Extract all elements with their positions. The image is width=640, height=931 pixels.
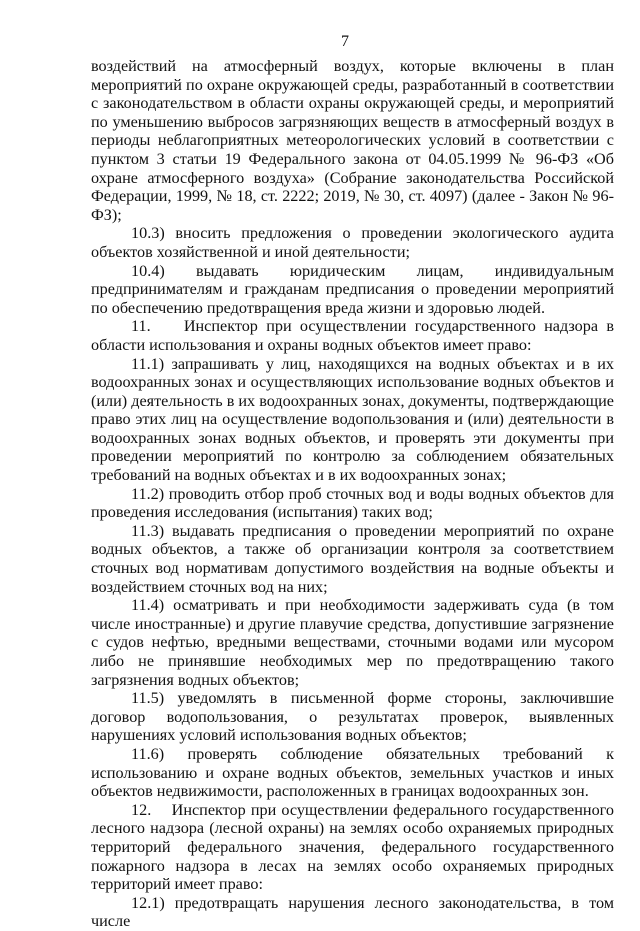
paragraph: 11.5) уведомлять в письменной форме стороны, заключившие договор водопользования, о результатах проверок, выявленных нарушениях условий использования водных объектов; <box>91 689 614 745</box>
paragraph: 10.4) выдавать юридическим лицам, индивидуальным предпринимателям и гражданам предписания о проведении мероприятий по обеспечению предотвращения вреда жизни и здоровью людей. <box>91 261 614 317</box>
paragraph: 12. Инспектор при осуществлении федерального государственного лесного надзора (лесной охраны) на землях особо охраняемых природных территорий федерального значения, федерального государственного пожарного надзора в лесах на землях особо охраняемых природных территорий имеет право: <box>91 800 614 894</box>
paragraph: 11.2) проводить отбор проб сточных вод и воды водных объектов для проведения исследования (испытания) таких вод; <box>91 484 614 522</box>
paragraph: 11.4) осматривать и при необходимости задерживать суда (в том числе иностранные) и другие плавучие средства, допустившие загрязнение с судов нефтью, вредными веществами, сточными водами или мусором либо не принявшие необходимых мер по предотвращению такого загрязнения водных объектов; <box>91 596 614 689</box>
page-number: 7 <box>341 33 349 50</box>
paragraph: 11.6) проверять соблюдение обязательных требований к использованию и охране водных объектов, земельных участков и иных объектов недвижимости, расположенных в границах водоохранных зон. <box>91 744 614 801</box>
paragraph: воздействий на атмосферный воздух, которые включены в план мероприятий по охране окружающей среды, разработанный в соответствии с законодательством в области охраны окружающей среды, и мероприятий по уменьшению выбросов загрязняющих веществ в атмосферный воздух в периоды неблагоприятных метеорологических условий в соответствии с пунктом 3 статьи 19 Федерального закона от 04.05.1999 № 96-ФЗ «Об охране атмосферного воздуха» (Собрание законодательства Российской Федерации, 1999, № 18, ст. 2222; 2019, № 30, ст. 4097) (далее - Закон № 96-ФЗ); <box>91 57 614 224</box>
paragraph: 11. Инспектор при осуществлении государственного надзора в области использования и охраны водных объектов имеет право: <box>91 317 614 354</box>
paragraph: 12.1) предотвращать нарушения лесного законодательства, в том числе <box>91 893 614 931</box>
paragraph: 11.1) запрашивать у лиц, находящихся на водных объектах и в их водоохранных зонах и осуществляющих использование водных объектов и (или) деятельность в их водоохранных зонах, документы, подтверждающие право этих лиц на осуществление водопользования и (или) деятельности в водоохранных зонах водных объектов, и проверять эти документы при проведении мероприятий по контролю за соблюдением обязательных требований на водных объектах и в их водоохранных зонах; <box>91 354 614 485</box>
paragraph: 11.3) выдавать предписания о проведении мероприятий по охране водных объектов, а также об организации контроля за соответствием сточных вод нормативам допустимого воздействия на водные объекты и воздействием сточных вод на них; <box>91 521 614 596</box>
paragraph: 10.3) вносить предложения о проведении экологического аудита объектов хозяйственной и иной деятельности; <box>91 224 614 261</box>
document-body <box>91 57 614 931</box>
